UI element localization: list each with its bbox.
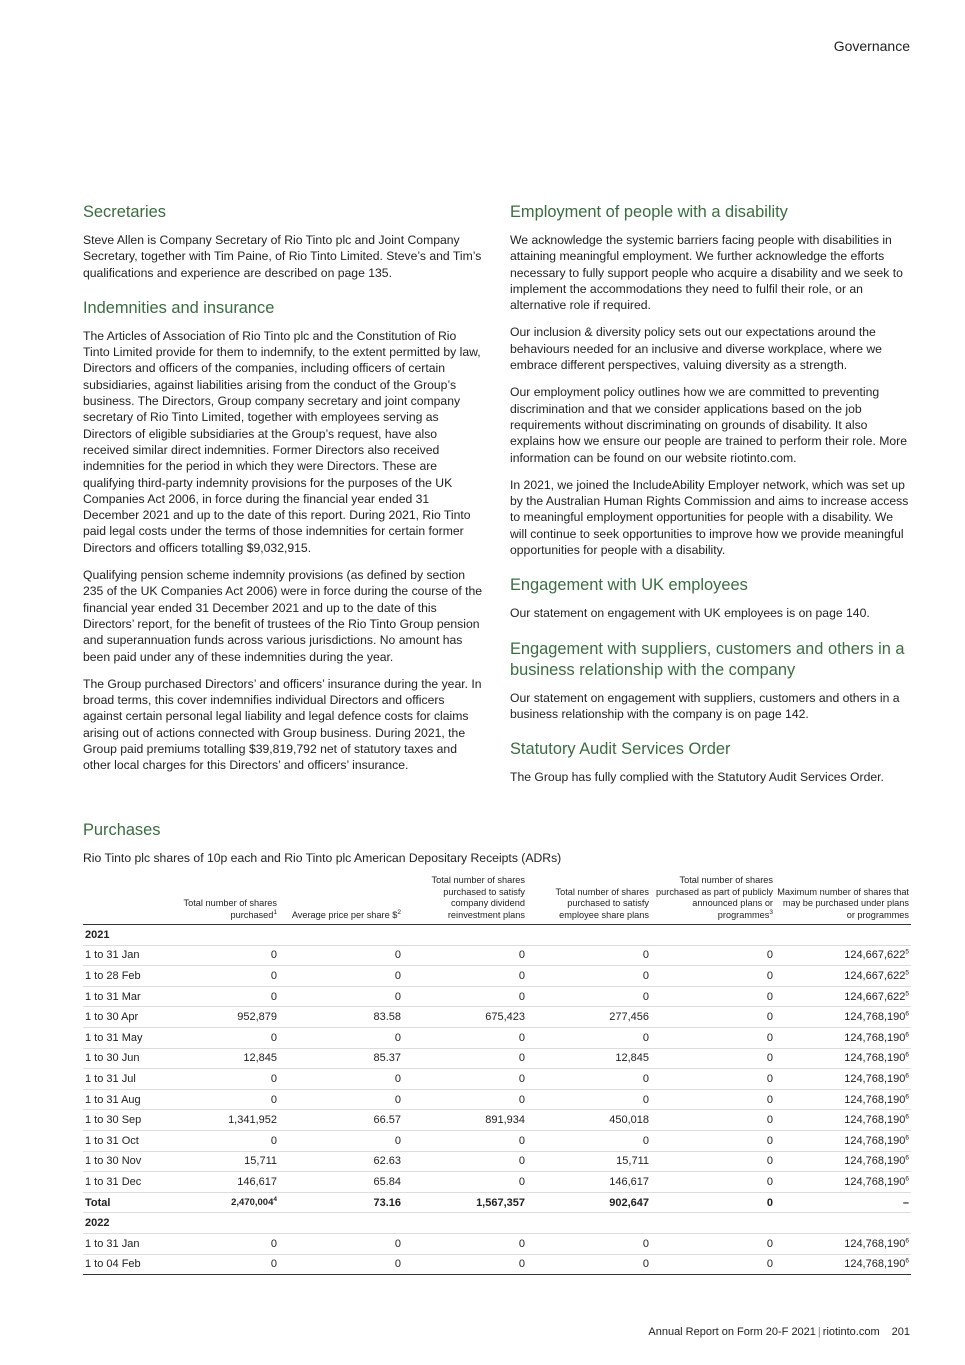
table-cell	[775, 966, 911, 987]
cell-value: 124,768,190	[844, 1258, 906, 1271]
section-label: Governance	[833, 38, 910, 54]
cell-value: 891,934	[485, 1114, 525, 1127]
suppliers-heading: Engagement with suppliers, customers and others in a business relationship with the company	[510, 639, 905, 679]
table-cell	[279, 1192, 403, 1213]
table-cell	[527, 1110, 651, 1131]
cell-value: 124,768,190	[844, 1134, 906, 1147]
table-cell	[403, 1192, 527, 1213]
table-cell	[527, 1069, 651, 1090]
table-cell	[775, 945, 911, 966]
cell-value: 0	[766, 1196, 773, 1209]
footnote-marker: 6	[905, 1010, 909, 1018]
cell-value: 0	[394, 1093, 401, 1106]
footnote-marker: 6	[905, 1092, 909, 1100]
cell-value: 0	[270, 1072, 277, 1085]
cell-value: 124,768,190	[844, 1093, 906, 1106]
table-cell	[651, 1007, 775, 1028]
footer-website-link[interactable]: riotinto.com	[822, 1326, 880, 1338]
cell-value: 124,667,622	[844, 969, 906, 982]
secretaries-paragraph: Steve Allen is Company Secretary of Rio Tinto plc and Joint Company Secretary, together with Tim Paine, of Rio Tinto Limited. Steve’s and Tim’s qualifications and experience are described on page 135.	[83, 233, 482, 280]
indemnities-paragraph-1: The Articles of Association of Rio Tinto plc and the Constitution of Rio Tinto Limited provide for them to indemnify, to the extent permitted by law, Directors and officers of the companies, including officers of certain subsidiaries, against liabilities arising from the conduct of the Group’s business. The Directors, Group company secretary and joint company secretary of Rio Tinto Limited, together with employees serving as Directors of eligible subsidiaries at the Group’s request, have also received similar direct indemnities. Former Directors also received indemnities for the period in which they were Directors. These are qualifying third-party indemnity provisions for the purposes of the UK Companies Act 2006, in force during the financial year ended 31 December 2021 and up to the date of this report. During 2021, Rio Tinto paid legal costs under the terms of those indemnities for certain former Directors and officers totalling $9,032,915.	[83, 328, 481, 555]
table-cell	[155, 1069, 279, 1090]
table-cell	[279, 1089, 403, 1110]
suppliers-paragraph: Our statement on engagement with suppliers, customers and others in a business relationship with the company is on page 142.	[510, 690, 900, 721]
table-cell	[403, 1254, 527, 1275]
table-cell	[651, 1027, 775, 1048]
cell-value: 0	[518, 1134, 525, 1147]
table-cell	[83, 1233, 155, 1254]
cell-value: 1 to 31 Oct	[85, 1134, 139, 1147]
footer-separator: |	[817, 1326, 821, 1338]
column-header-5	[651, 875, 775, 925]
footnote-marker: 1	[273, 908, 277, 916]
table-cell	[775, 986, 911, 1007]
table-cell	[775, 1172, 911, 1193]
total-row	[83, 1192, 911, 1213]
table-cell	[775, 1254, 911, 1275]
table-cell	[83, 1007, 155, 1028]
table-cell	[155, 966, 279, 987]
cell-value: 2,470,004	[231, 1197, 274, 1209]
footnote-marker: 6	[905, 1154, 909, 1162]
cell-value: 62.63	[373, 1155, 401, 1168]
table-row	[83, 1151, 911, 1172]
footnote-marker: 6	[905, 1134, 909, 1142]
purchases-heading: Purchases	[83, 821, 161, 839]
cell-value: 0	[270, 1031, 277, 1044]
table-cell	[279, 1048, 403, 1069]
cell-value: 0	[766, 1093, 773, 1106]
table-cell	[403, 1110, 527, 1131]
table-cell	[651, 1110, 775, 1131]
cell-value: 1 to 04 Feb	[85, 1258, 141, 1271]
table-cell	[83, 1192, 155, 1213]
cell-value: 124,768,190	[844, 1155, 906, 1168]
indemnities-heading: Indemnities and insurance	[83, 298, 275, 317]
footnote-marker: 6	[905, 1051, 909, 1059]
table-cell	[155, 1027, 279, 1048]
cell-value: 65.84	[373, 1175, 401, 1188]
cell-value: 0	[766, 1258, 773, 1271]
cell-value: 0	[642, 1237, 649, 1250]
table-cell	[775, 1151, 911, 1172]
cell-value: 0	[270, 1258, 277, 1271]
table-cell	[403, 945, 527, 966]
cell-value: 1 to 31 Aug	[85, 1093, 141, 1106]
footnote-marker: 6	[905, 1113, 909, 1121]
cell-value: 1 to 30 Jun	[85, 1052, 140, 1065]
cell-value: 85.37	[373, 1052, 401, 1065]
cell-value: 0	[270, 969, 277, 982]
audit-heading: Statutory Audit Services Order	[510, 740, 731, 759]
table-cell	[527, 1233, 651, 1254]
year-label: 2022	[83, 1213, 911, 1234]
table-cell	[403, 1172, 527, 1193]
year-row	[83, 925, 911, 946]
cell-value: 0	[518, 1237, 525, 1250]
footnote-marker: 6	[905, 1072, 909, 1080]
cell-value: 0	[766, 1011, 773, 1024]
table-cell	[775, 1192, 911, 1213]
cell-value: 146,617	[237, 1175, 277, 1188]
cell-value: 1 to 31 Jul	[85, 1072, 136, 1085]
cell-value: 450,018	[609, 1114, 649, 1127]
cell-value: 0	[394, 1258, 401, 1271]
table-cell	[83, 1254, 155, 1275]
table-cell	[279, 986, 403, 1007]
cell-value: 0	[270, 949, 277, 962]
table-row	[83, 986, 911, 1007]
cell-value: 0	[766, 1134, 773, 1147]
cell-value: 0	[766, 1175, 773, 1188]
table-row	[83, 1027, 911, 1048]
disability-paragraph-4: In 2021, we joined the IncludeAbility Employer network, which was set up by the Australian Human Rights Commission and aims to increase access to meaningful employment opportunities for people with a disability. We will continue to seek opportunities to improve how we provide meaningful opportunities for people with a disability.	[510, 477, 909, 558]
cell-value: 124,768,190	[844, 1114, 906, 1127]
table-cell	[403, 1130, 527, 1151]
cell-value: 0	[766, 949, 773, 962]
table-cell	[775, 1069, 911, 1090]
cell-value: 12,845	[243, 1052, 277, 1065]
column-header-label: Total number of shares purchased to satisfy company dividend reinvestment plans	[431, 875, 525, 920]
right-column	[510, 202, 910, 797]
cell-value: 0	[642, 949, 649, 962]
table-row	[83, 1048, 911, 1069]
footnote-marker: 4	[273, 1195, 277, 1203]
cell-value: 0	[394, 1072, 401, 1085]
table-cell	[775, 1048, 911, 1069]
page-number: 201	[891, 1326, 910, 1338]
table-cell	[403, 986, 527, 1007]
footnote-marker: 2	[397, 908, 401, 916]
table-cell	[155, 1254, 279, 1275]
table-row	[83, 966, 911, 987]
table-cell	[155, 1151, 279, 1172]
table-cell	[155, 1089, 279, 1110]
left-column	[83, 202, 483, 785]
cell-value: 0	[766, 1072, 773, 1085]
table-cell	[527, 1172, 651, 1193]
cell-value: 902,647	[609, 1196, 649, 1209]
table-cell	[279, 1007, 403, 1028]
cell-value: 83.58	[373, 1011, 401, 1024]
footnote-marker: 5	[905, 969, 909, 977]
table-cell	[403, 1048, 527, 1069]
column-header-label: Maximum number of shares that may be purchased under plans or programmes	[777, 886, 909, 920]
cell-value: 0	[766, 1155, 773, 1168]
table-cell	[279, 1069, 403, 1090]
table-row	[83, 1130, 911, 1151]
uk-employees-paragraph: Our statement on engagement with UK employees is on page 140.	[510, 606, 870, 621]
cell-value: 0	[518, 1072, 525, 1085]
column-header-0	[83, 875, 155, 925]
column-header-2	[279, 875, 403, 925]
cell-value: 1,567,357	[476, 1196, 525, 1209]
cell-value: 124,768,190	[844, 1175, 906, 1188]
table-cell	[775, 1089, 911, 1110]
table-cell	[651, 945, 775, 966]
table-cell	[279, 1172, 403, 1193]
footnote-marker: 6	[905, 1237, 909, 1245]
table-cell	[775, 1027, 911, 1048]
table-cell	[651, 1254, 775, 1275]
year-row	[83, 1213, 911, 1234]
table-cell	[651, 966, 775, 987]
cell-value: 0	[766, 969, 773, 982]
purchases-section	[83, 820, 911, 1275]
cell-value: 675,423	[485, 1011, 525, 1024]
cell-value: 124,768,190	[844, 1011, 906, 1024]
table-cell	[83, 1027, 155, 1048]
table-header-row	[83, 875, 911, 925]
cell-value: 1 to 30 Nov	[85, 1155, 142, 1168]
table-cell	[83, 966, 155, 987]
table-cell	[403, 966, 527, 987]
table-cell	[527, 1048, 651, 1069]
cell-value: 0	[642, 990, 649, 1003]
cell-value: 0	[642, 1258, 649, 1271]
cell-value: 124,768,190	[844, 1031, 906, 1044]
table-cell	[651, 1192, 775, 1213]
disability-paragraph-1: We acknowledge the systemic barriers facing people with disabilities in attaining meaningful employment. We further acknowledge the efforts necessary to fully support people who acquire a disability and we seek to implement the accommodations they need to fulfil their role, or an alternative role if required.	[510, 233, 903, 313]
table-cell	[83, 1069, 155, 1090]
cell-value: 15,711	[244, 1155, 277, 1168]
table-cell	[83, 1130, 155, 1151]
cell-value: 0	[518, 1093, 525, 1106]
cell-value: 0	[766, 1114, 773, 1127]
table-cell	[83, 1110, 155, 1131]
disability-paragraph-2: Our inclusion & diversity policy sets out our expectations around the behaviours needed for an inclusive and diverse workplace, where we embrace different perspectives, valuing diversity as a strength.	[510, 325, 882, 373]
table-cell	[527, 1254, 651, 1275]
cell-value: –	[902, 1196, 909, 1209]
disability-heading: Employment of people with a disability	[510, 203, 788, 221]
cell-value: 0	[642, 1072, 649, 1085]
cell-value: 1 to 31 Jan	[85, 1237, 140, 1250]
table-cell	[527, 1007, 651, 1028]
cell-value: 12,845	[615, 1052, 649, 1065]
table-cell	[527, 986, 651, 1007]
cell-value: 0	[394, 949, 401, 962]
footnote-marker: 5	[905, 948, 909, 956]
table-row	[83, 1254, 911, 1275]
table-cell	[527, 1027, 651, 1048]
cell-value: 0	[766, 1031, 773, 1044]
table-cell	[775, 1110, 911, 1131]
cell-value: 124,667,622	[844, 949, 906, 962]
footnote-marker: 6	[905, 1175, 909, 1183]
table-cell	[155, 1130, 279, 1151]
footnote-marker: 6	[905, 1257, 909, 1265]
cell-value: 0	[766, 990, 773, 1003]
cell-value: 73.16	[373, 1196, 401, 1209]
cell-value: 0	[394, 1134, 401, 1147]
footer-report-title: Annual Report on Form 20-F 2021	[648, 1326, 816, 1338]
column-header-6	[775, 875, 911, 925]
secretaries-heading: Secretaries	[83, 203, 166, 221]
table-cell	[83, 1151, 155, 1172]
footnote-marker: 5	[905, 989, 909, 997]
table-cell	[527, 1192, 651, 1213]
cell-value: 0	[642, 1134, 649, 1147]
column-header-label: Average price per share $	[291, 909, 398, 920]
table-cell	[403, 1069, 527, 1090]
table-cell	[279, 1130, 403, 1151]
cell-value: 1 to 31 Mar	[85, 990, 141, 1003]
cell-value: 124,768,190	[844, 1237, 906, 1250]
table-cell	[155, 1110, 279, 1131]
table-cell	[155, 945, 279, 966]
table-cell	[651, 1172, 775, 1193]
column-header-3	[403, 875, 527, 925]
cell-value: 0	[394, 990, 401, 1003]
cell-value: 146,617	[609, 1175, 649, 1188]
cell-value: 0	[270, 1093, 277, 1106]
cell-value: 1 to 30 Apr	[85, 1011, 139, 1024]
cell-value: 0	[270, 1237, 277, 1250]
table-cell	[527, 1130, 651, 1151]
cell-value: Total	[85, 1196, 111, 1209]
table-cell	[775, 1007, 911, 1028]
cell-value: 0	[518, 1031, 525, 1044]
table-row	[83, 945, 911, 966]
table-cell	[279, 1027, 403, 1048]
table-cell	[651, 986, 775, 1007]
table-cell	[527, 1089, 651, 1110]
cell-value: 0	[642, 1031, 649, 1044]
cell-value: 1 to 31 Jan	[85, 949, 140, 962]
table-cell	[279, 1110, 403, 1131]
audit-paragraph: The Group has fully complied with the Statutory Audit Services Order.	[510, 770, 884, 785]
table-row	[83, 1089, 911, 1110]
cell-value: 0	[518, 949, 525, 962]
column-header-label: Total number of shares purchased	[183, 898, 277, 920]
table-cell	[155, 1007, 279, 1028]
footnote-marker: 3	[769, 908, 773, 916]
table-cell	[651, 1048, 775, 1069]
cell-value: 0	[642, 969, 649, 982]
cell-value: 0	[766, 1052, 773, 1065]
table-cell	[651, 1233, 775, 1254]
table-cell	[403, 1151, 527, 1172]
cell-value: 0	[518, 1155, 525, 1168]
cell-value: 0	[394, 1031, 401, 1044]
table-cell	[403, 1007, 527, 1028]
table-cell	[651, 1089, 775, 1110]
cell-value: 1 to 30 Sep	[85, 1114, 142, 1127]
table-cell	[527, 945, 651, 966]
table-cell	[83, 1172, 155, 1193]
table-cell	[775, 1233, 911, 1254]
cell-value: 1 to 31 Dec	[85, 1175, 142, 1188]
column-header-1	[155, 875, 279, 925]
table-cell	[279, 1233, 403, 1254]
table-cell	[155, 986, 279, 1007]
cell-value: 1 to 31 May	[85, 1031, 143, 1044]
cell-value: 124,667,622	[844, 990, 906, 1003]
cell-value: 0	[518, 969, 525, 982]
cell-value: 1 to 28 Feb	[85, 969, 141, 982]
cell-value: 0	[766, 1237, 773, 1250]
table-cell	[83, 1048, 155, 1069]
table-cell	[279, 966, 403, 987]
table-cell	[83, 1089, 155, 1110]
table-cell	[527, 1151, 651, 1172]
table-row	[83, 1233, 911, 1254]
table-row	[83, 1172, 911, 1193]
cell-value: 0	[518, 1175, 525, 1188]
purchases-subtitle: Rio Tinto plc shares of 10p each and Rio Tinto plc American Depositary Receipts (ADRs)	[83, 851, 562, 865]
table-cell	[775, 1130, 911, 1151]
table-cell	[155, 1048, 279, 1069]
cell-value: 1,341,952	[228, 1114, 277, 1127]
table-cell	[651, 1151, 775, 1172]
table-cell	[83, 945, 155, 966]
table-row	[83, 1069, 911, 1090]
cell-value: 0	[394, 1237, 401, 1250]
cell-value: 0	[518, 1052, 525, 1065]
cell-value: 0	[270, 990, 277, 1003]
cell-value: 124,768,190	[844, 1052, 906, 1065]
cell-value: 277,456	[609, 1011, 649, 1024]
table-cell	[155, 1233, 279, 1254]
table-cell	[279, 1254, 403, 1275]
table-row	[83, 1110, 911, 1131]
cell-value: 124,768,190	[844, 1072, 906, 1085]
table-row	[83, 1007, 911, 1028]
cell-value: 0	[642, 1093, 649, 1106]
cell-value: 0	[394, 969, 401, 982]
year-label: 2021	[83, 925, 911, 946]
column-header-4	[527, 875, 651, 925]
table-cell	[403, 1089, 527, 1110]
table-cell	[651, 1069, 775, 1090]
disability-paragraph-3: Our employment policy outlines how we are committed to preventing discrimination and that we consider applications based on the job requirements without discriminating on grounds of disability. It also explains how we ensure our people are trained to perform their role. More information can be found on our website riotinto.com.	[510, 385, 907, 465]
cell-value: 0	[518, 1258, 525, 1271]
uk-employees-heading: Engagement with UK employees	[510, 576, 748, 595]
cell-value: 0	[270, 1134, 277, 1147]
column-header-label: Total number of shares purchased to satisfy employee share plans	[555, 886, 649, 920]
page-footer	[648, 1326, 910, 1338]
table-cell	[155, 1172, 279, 1193]
table-cell	[403, 1233, 527, 1254]
cell-value: 952,879	[237, 1011, 277, 1024]
table-cell	[651, 1130, 775, 1151]
table-cell	[279, 945, 403, 966]
cell-value: 66.57	[373, 1114, 401, 1127]
table-cell	[527, 966, 651, 987]
table-cell	[155, 1192, 279, 1213]
column-header-label: Total number of shares purchased as part of publicly announced plans or programmes	[656, 875, 773, 920]
indemnities-paragraph-2: Qualifying pension scheme indemnity provisions (as defined by section 235 of the UK Companies Act 2006) were in force during the course of the financial year ended 31 December 2021 and up to the date of this Directors’ report, for the benefit of trustees of the Rio Tinto Group pension and superannuation funds across various jurisdictions. No amount has been paid under any of these indemnities during the year.	[83, 568, 483, 664]
table-cell	[403, 1027, 527, 1048]
table-cell	[279, 1151, 403, 1172]
footnote-marker: 6	[905, 1031, 909, 1039]
cell-value: 0	[518, 990, 525, 1003]
cell-value: 15,711	[616, 1155, 649, 1168]
table-cell	[83, 986, 155, 1007]
purchases-table	[83, 875, 911, 1275]
indemnities-paragraph-3: The Group purchased Directors’ and officers’ insurance during the year. In broad terms, this cover indemnifies individual Directors and officers against certain personal legal liability and legal defence costs for claims arising out of actions connected with Group business. During 2021, the Group paid premiums totalling $39,819,792 net of statutory taxes and other local charges for this Directors’ and officers’ insurance.	[83, 676, 482, 773]
